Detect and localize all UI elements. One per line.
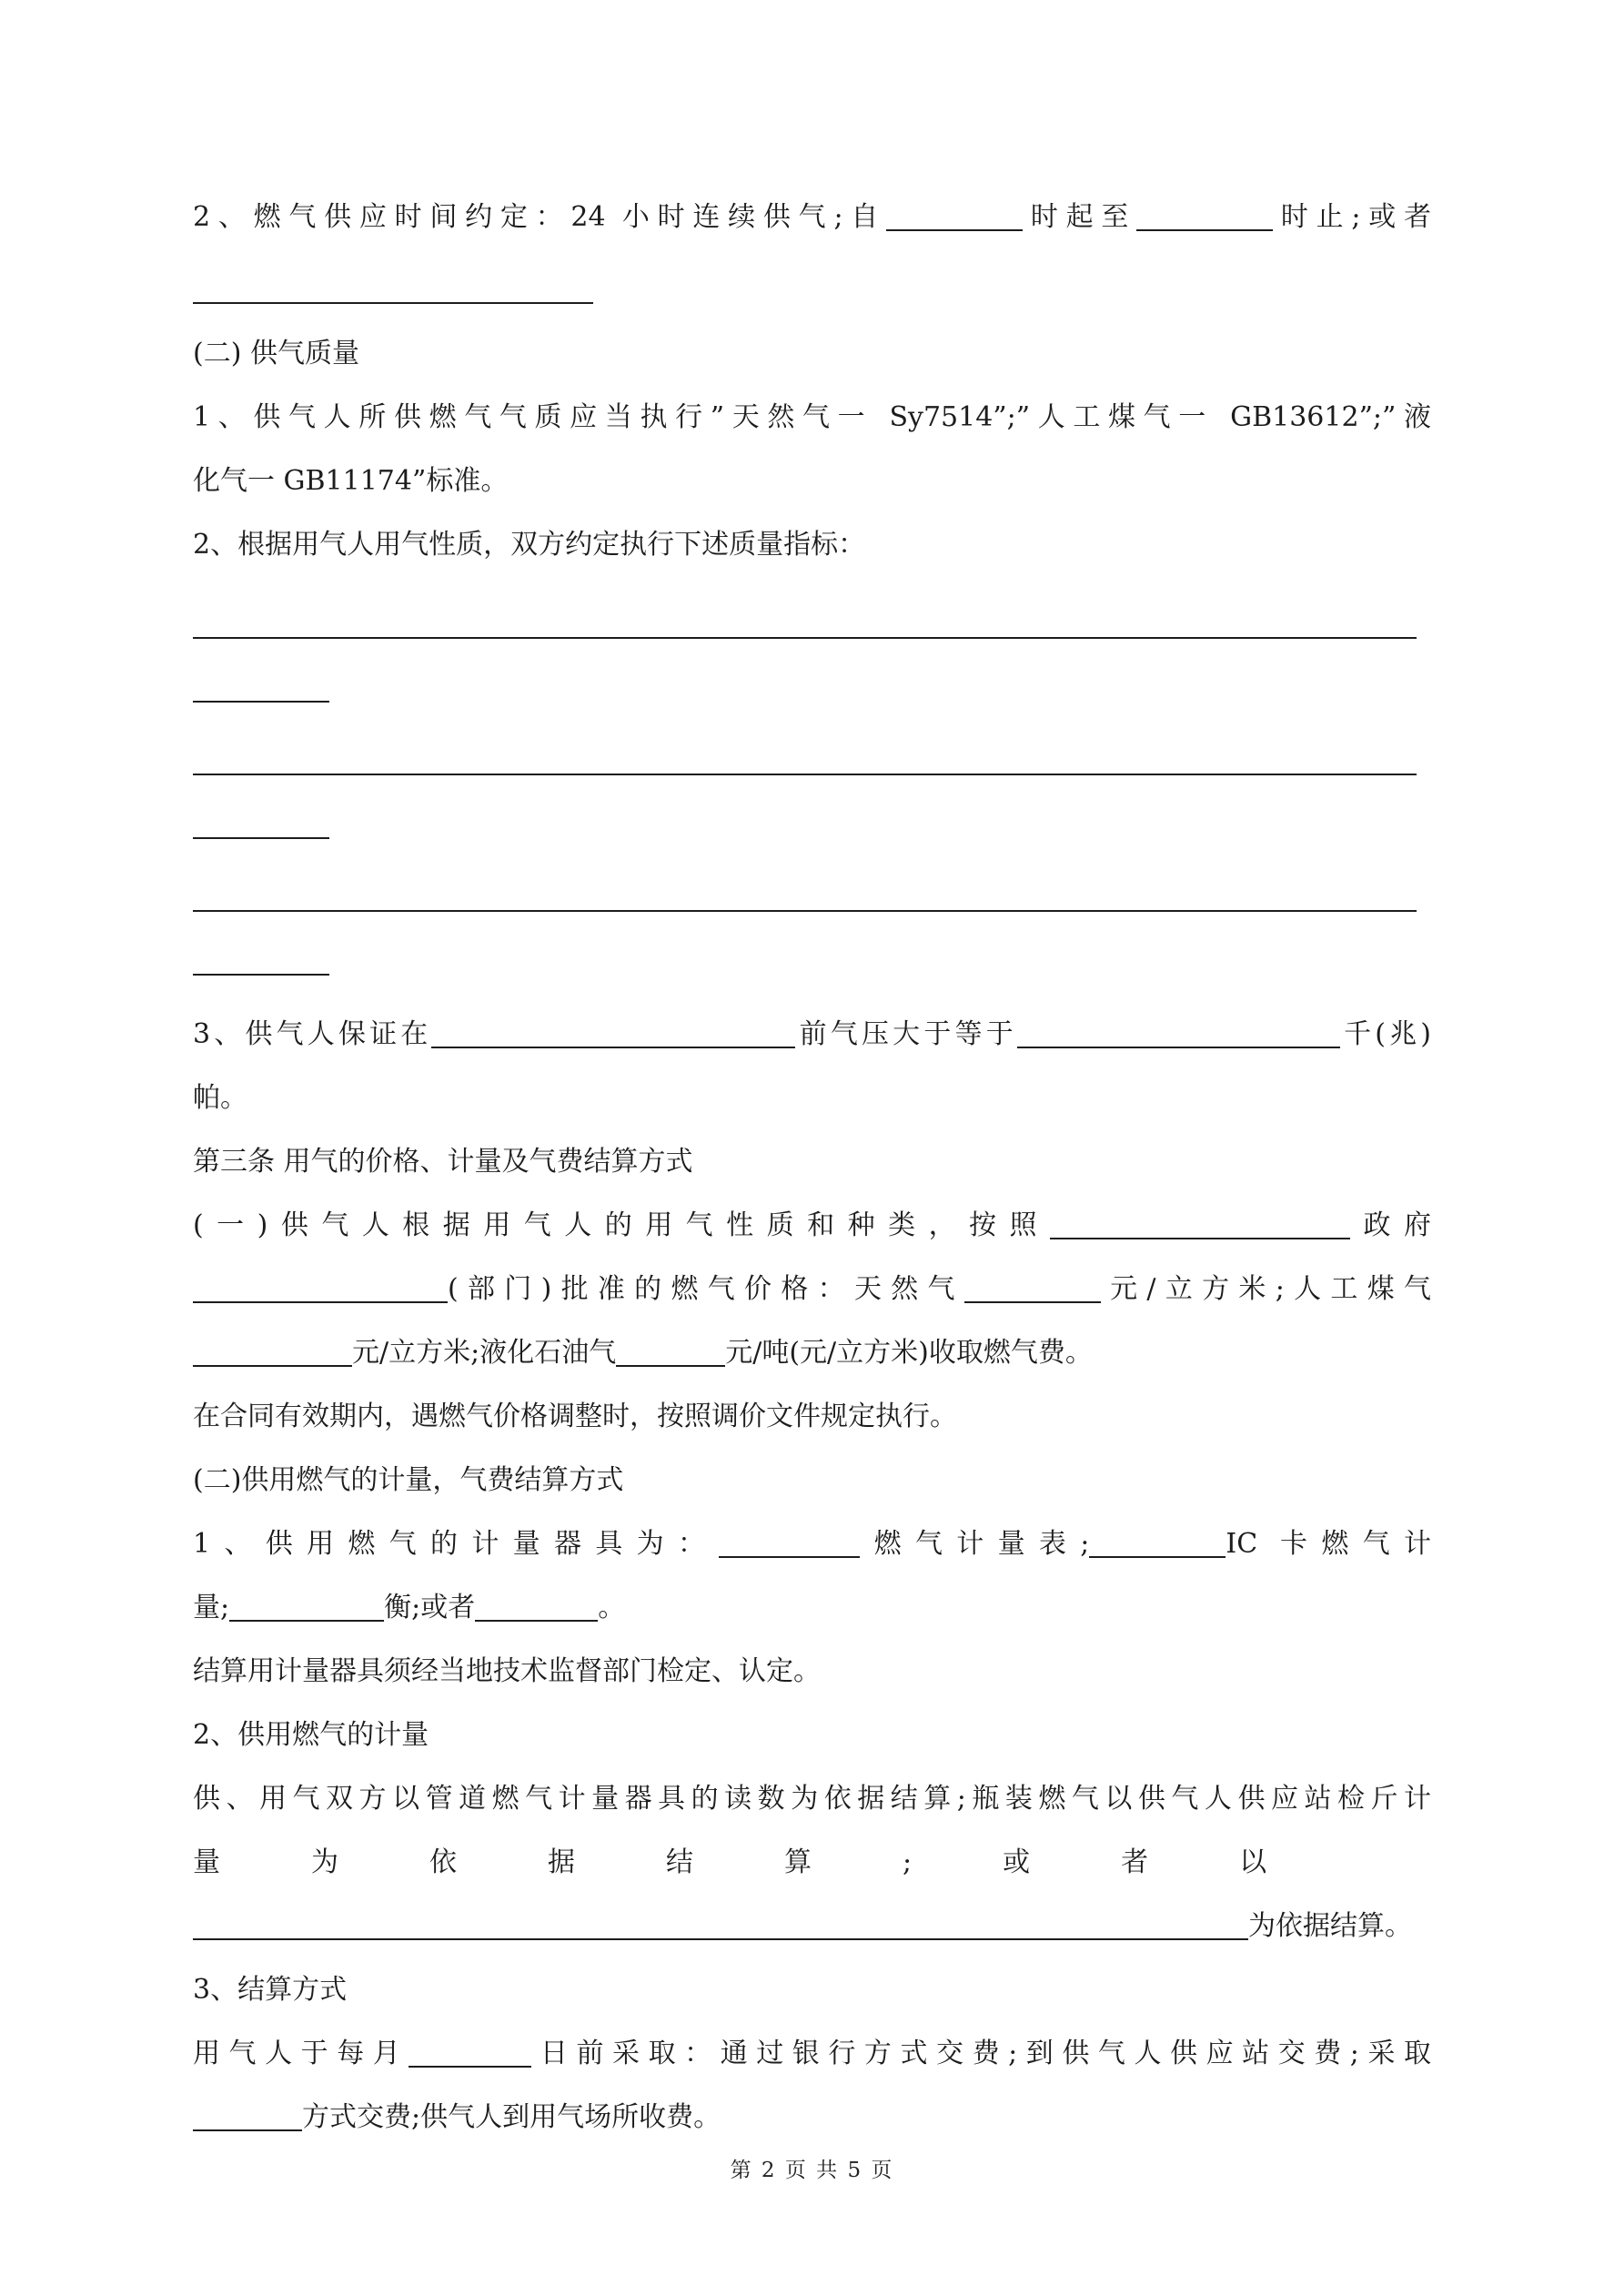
fill-in-blank bbox=[719, 1525, 860, 1558]
text-run: (部门)批准的燃气价格：天然气 bbox=[448, 1273, 964, 1305]
para-pressure-guarantee-cont bbox=[193, 1067, 1431, 1130]
fill-in-blank bbox=[229, 1589, 384, 1622]
fill-in-blank bbox=[193, 606, 1417, 639]
para-price-1 bbox=[193, 1194, 1431, 1258]
text-run: 3、结算方式 bbox=[193, 1974, 348, 2006]
para-meter-device-1 bbox=[193, 1512, 1431, 1576]
text-run: 用气人于每月 bbox=[193, 2038, 409, 2069]
fill-in-blank bbox=[431, 1016, 795, 1048]
text-run: 时起至 bbox=[1023, 201, 1137, 233]
fill-in-blank bbox=[964, 1270, 1101, 1303]
blank-row-2-tail bbox=[193, 794, 1431, 857]
para-price-3 bbox=[193, 1321, 1431, 1385]
fill-in-blank bbox=[616, 1334, 725, 1367]
heading-section-metering bbox=[193, 1449, 1431, 1512]
text-run: IC 卡燃气计 bbox=[1226, 1528, 1432, 1560]
text-run: 供、用气双方以管道燃气计量器具的读数为依据结算;瓶装燃气以供气人供应站检斤计 bbox=[193, 1783, 1431, 1815]
para-quality-indicators bbox=[193, 513, 1431, 577]
para-supply-hours-blank bbox=[193, 258, 1431, 322]
fill-in-blank bbox=[1089, 1525, 1226, 1558]
text-run: 衡;或者 bbox=[384, 1592, 476, 1623]
fill-in-blank bbox=[193, 879, 1417, 912]
fill-in-blank bbox=[193, 670, 329, 703]
text-run: 燃气计量表; bbox=[860, 1528, 1090, 1560]
fill-in-blank bbox=[193, 2099, 302, 2131]
fill-in-blank bbox=[1136, 198, 1273, 231]
fill-in-blank bbox=[193, 743, 1417, 775]
text-run: 2、燃气供应时间约定：24 小时连续供气;自 bbox=[193, 201, 887, 233]
para-meter-verification bbox=[193, 1640, 1431, 1704]
blank-row-1-tail bbox=[193, 657, 1431, 721]
blank-row-3-full bbox=[193, 866, 1431, 930]
text-run: 2、供用燃气的计量 bbox=[193, 1719, 429, 1751]
fill-in-blank bbox=[193, 271, 593, 304]
heading-article-3 bbox=[193, 1130, 1431, 1194]
blank-row-3-tail bbox=[193, 930, 1431, 994]
para-pressure-guarantee bbox=[193, 1003, 1431, 1067]
text-run: 第三条 用气的价格、计量及气费结算方式 bbox=[193, 1146, 693, 1178]
para-metering-basis-2 bbox=[193, 1831, 1431, 1895]
para-price-adjustment bbox=[193, 1385, 1431, 1449]
para-metering-basis-3 bbox=[193, 1895, 1431, 1958]
text-run: 元/吨(元/立方米)收取燃气费。 bbox=[725, 1337, 1093, 1369]
fill-in-blank bbox=[1017, 1016, 1340, 1048]
para-settlement-1 bbox=[193, 2022, 1431, 2086]
text-run: 千(兆) bbox=[1339, 1018, 1431, 1050]
text-run: 量; bbox=[193, 1592, 230, 1623]
text-run: 2、根据用气人用气性质，双方约定执行下述质量指标： bbox=[193, 529, 866, 561]
fill-in-blank bbox=[193, 806, 329, 839]
para-meter-device-2 bbox=[193, 1576, 1431, 1640]
fill-in-blank bbox=[475, 1589, 598, 1622]
text-run: 在合同有效期内，遇燃气价格调整时，按照调价文件规定执行。 bbox=[193, 1401, 957, 1432]
fill-in-blank bbox=[886, 198, 1023, 231]
text-run: 帕。 bbox=[193, 1082, 247, 1114]
para-settlement-2 bbox=[193, 2086, 1431, 2149]
text-run: 化气一 GB11174”标准。 bbox=[193, 465, 509, 497]
text-run: 方式交费;供气人到用气场所收费。 bbox=[302, 2101, 721, 2133]
text-run: (二)供用燃气的计量，气费结算方式 bbox=[193, 1464, 624, 1496]
para-price-2 bbox=[193, 1258, 1431, 1321]
heading-section-gas-quality bbox=[193, 322, 1431, 386]
text-run: 1、供用燃气的计量器具为： bbox=[193, 1528, 720, 1560]
text-run: 元/立方米;液化石油气 bbox=[352, 1337, 617, 1369]
document-body bbox=[193, 186, 1431, 2149]
fill-in-blank bbox=[193, 1270, 448, 1303]
blank-row-1-full bbox=[193, 593, 1431, 657]
text-run: 。 bbox=[598, 1592, 626, 1623]
text-run: 时止;或者 bbox=[1273, 201, 1432, 233]
fill-in-blank bbox=[409, 2035, 531, 2068]
heading-metering-basis bbox=[193, 1704, 1431, 1767]
text-run: 前气压大于等于 bbox=[795, 1018, 1017, 1050]
text-run: 量为依据结算;或者以 bbox=[193, 1846, 1358, 1878]
fill-in-blank bbox=[1050, 1207, 1350, 1239]
text-run: (二) 供气质量 bbox=[193, 338, 359, 369]
fill-in-blank bbox=[193, 1334, 352, 1367]
para-metering-basis-1 bbox=[193, 1767, 1431, 1831]
para-quality-standard-1 bbox=[193, 386, 1431, 450]
para-quality-standard-2 bbox=[193, 450, 1431, 513]
text-run: 1、供气人所供燃气气质应当执行”天然气一 Sy7514”;”人工煤气一 GB13612”;”液 bbox=[193, 401, 1431, 433]
fill-in-blank bbox=[193, 943, 329, 976]
heading-settlement-method bbox=[193, 1958, 1431, 2022]
para-supply-hours bbox=[193, 186, 1431, 249]
text-run: 政府 bbox=[1350, 1209, 1431, 1241]
text-run: 结算用计量器具须经当地技术监督部门检定、认定。 bbox=[193, 1655, 821, 1687]
text-run: 日前采取：通过银行方式交费;到供气人供应站交费;采取 bbox=[531, 2038, 1432, 2069]
text-run: 为依据结算。 bbox=[1248, 1910, 1412, 1942]
blank-row-2-full bbox=[193, 730, 1431, 794]
text-run: 3、供气人保证在 bbox=[193, 1018, 432, 1050]
fill-in-blank bbox=[193, 1907, 1248, 1940]
page-footer: 第 2 页 共 5 页 bbox=[730, 2159, 894, 2182]
text-run: 元/立方米;人工煤气 bbox=[1100, 1273, 1431, 1305]
text-run: (一)供气人根据用气人的用气性质和种类，按照 bbox=[193, 1209, 1051, 1241]
